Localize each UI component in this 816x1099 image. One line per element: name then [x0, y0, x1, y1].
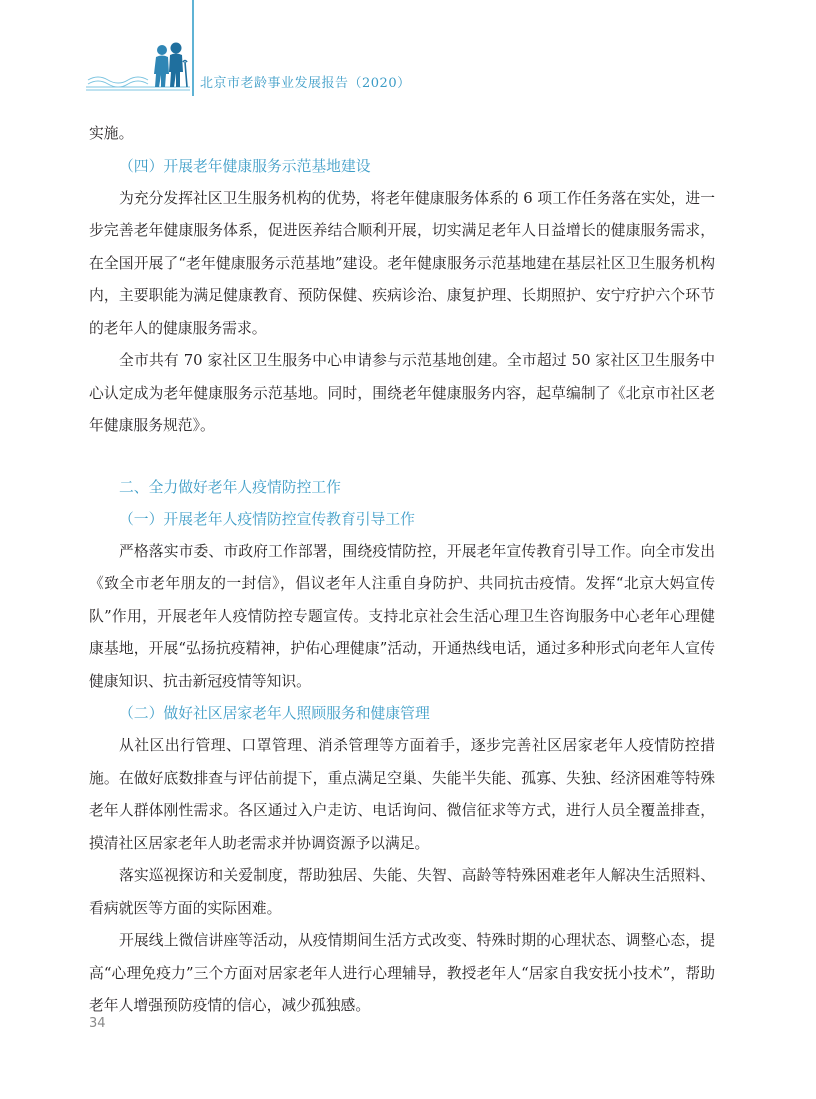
paragraph-visit-care: 落实巡视探访和关爱制度，帮助独居、失能、失智、高龄等特殊困难老年人解决生活照料、看病就医等方面的实际困难。 [89, 867, 715, 917]
paragraph-health-demo-base: 为充分发挥社区卫生服务机构的优势，将老年健康服务体系的 6 项工作任务落在实处，进一步完善老年健康服务体系，促进医养结合顺利开展，切实满足老年人日益增长的健康服务需求，在全国开展了“老年健康服务示范基地”建设。老年健康服务示范基地建在基层社区卫生服务机构内，主要职能为满足健康教育、预防保健、疾病诊治、康复护理、长期照护、安宁疗护六个环节的老年人的健康服务需求。 [89, 189, 715, 337]
paragraph-publicity-education: 严格落实市委、市政府工作部署，围绕疫情防控，开展老年宣传教育引导工作。向全市发出《致全市老年朋友的一封信》，倡议老年人注重自身防护、共同抗击疫情。发挥“北京大妈宣传队”作用，开展老年人疫情防控专题宣传。支持北京社会生活心理卫生咨询服务中心老年心理健康基地，开展“弘扬抗疫精神，护佑心理健康”活动，开通热线电话，通过多种形式向老年人宣传健康知识、抗击新冠疫情等知识。 [89, 542, 715, 690]
subheading-health-demo-base: （四）开展老年健康服务示范基地建设 [119, 157, 371, 175]
paragraph-demo-base-count: 全市共有 70 家社区卫生服务中心申请参与示范基地创建。全市超过 50 家社区卫生服务中心认定成为老年健康服务示范基地。同时，围绕老年健康服务内容，起草编制了《北京市社区老年健康服务规范》。 [89, 352, 715, 434]
logo-figure-head [171, 43, 182, 54]
logo-wave-line [88, 77, 148, 83]
logo-figure-woman [154, 56, 169, 88]
subheading-publicity-education: （一）开展老年人疫情防控宣传教育引导工作 [119, 510, 415, 528]
section-heading-epidemic-prevention: 二、全力做好老年人疫情防控工作 [119, 478, 341, 496]
report-title: 北京市老龄事业发展报告（2020） [200, 76, 411, 91]
paragraph-online-lectures: 开展线上微信讲座等活动，从疫情期间生活方式改变、特殊时期的心理状态、调整心态，提高“心理免疫力”三个方面对居家老年人进行心理辅导，教授老年人“居家自我安抚小技术”，帮助老年人增强预防疫情的信心，减少孤独感。 [89, 932, 715, 1014]
page-body [89, 118, 715, 1023]
header-divider [192, 0, 194, 96]
elderly-couple-logo [86, 40, 190, 96]
page-number: 34 [89, 1016, 106, 1031]
paragraph-continuation: 实施。 [89, 125, 134, 142]
logo-cane-handle [183, 61, 187, 63]
subheading-community-care: （二）做好社区居家老年人照顾服务和健康管理 [119, 705, 430, 722]
logo-cane [185, 62, 187, 87]
logo-figure-head [157, 45, 167, 55]
logo-wave-line [88, 81, 148, 87]
paragraph-community-management: 从社区出行管理、口罩管理、消杀管理等方面着手，逐步完善社区居家老年人疫情防控措施。在做好底数排查与评估前提下，重点满足空巢、失能半失能、孤寡、失独、经济困难等特殊老年人群体刚性需求。各区通过入户走访、电话询问、微信征求等方式，进行人员全覆盖排查，摸清社区居家老年人助老需求并协调资源予以满足。 [89, 737, 715, 852]
logo-figure-man [169, 54, 183, 88]
